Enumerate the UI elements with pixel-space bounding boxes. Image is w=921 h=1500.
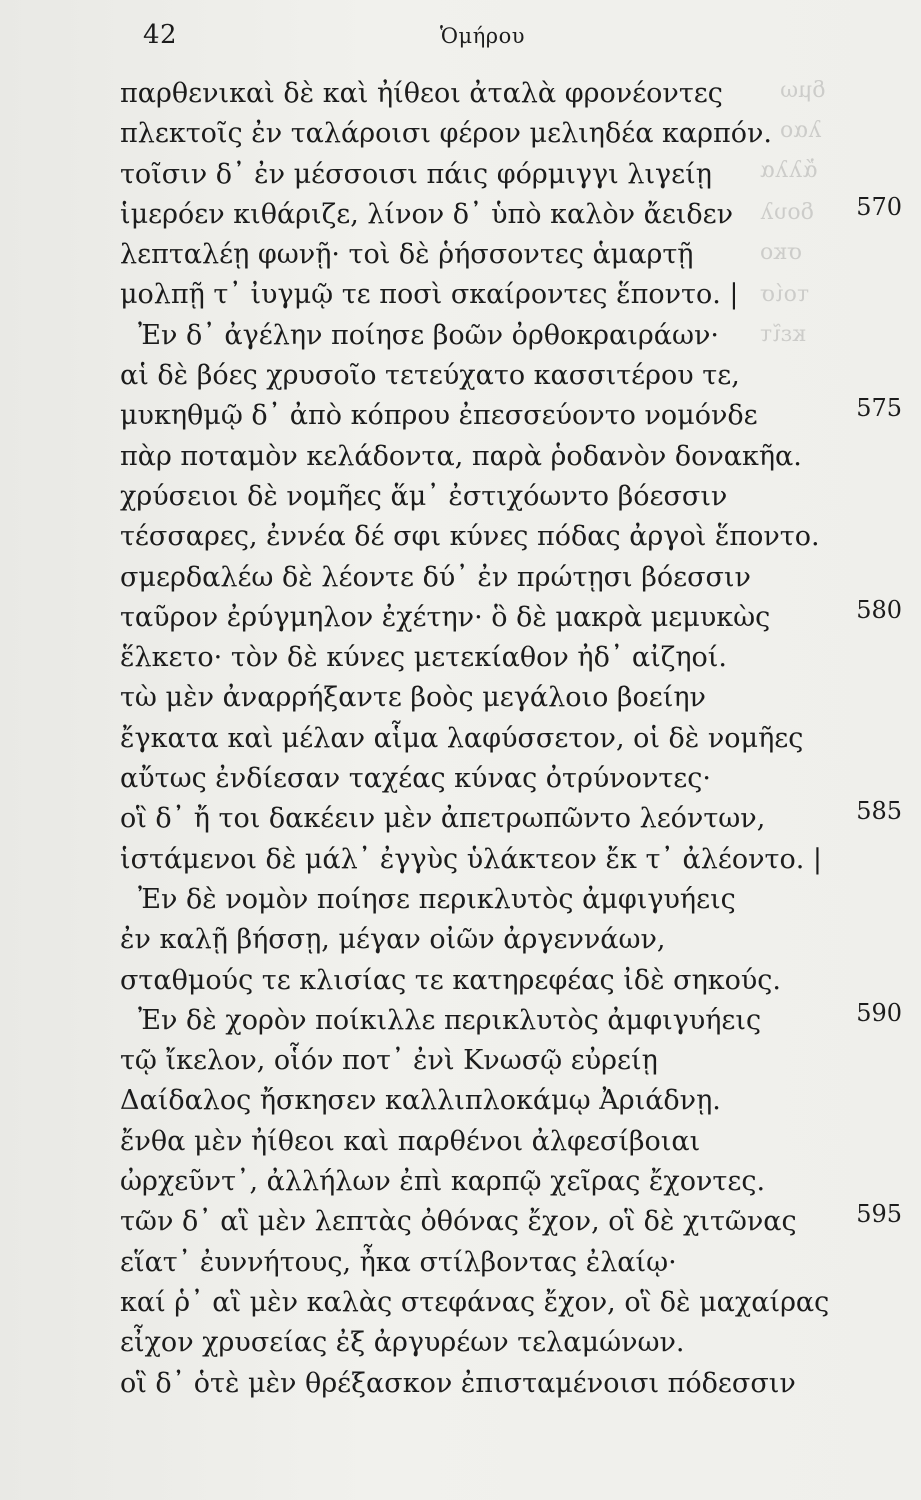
line-number: 580 xyxy=(856,595,902,624)
verse-text: οἳ δ᾽ ἤ τοι δακέειν μὲν ἀπετρωπῶντο λεόντων, xyxy=(120,803,766,835)
verse-text: πὰρ ποταμὸν κελάδοντα, παρὰ ῥοδανὸν δονακῆα. xyxy=(120,440,802,472)
verse-text: οἳ δ᾽ ὁτὲ μὲν θρέξασκον ἐπισταμένοισι πόδεσσιν xyxy=(120,1367,796,1399)
verse-line xyxy=(120,1202,910,1242)
verse-text: σμερδαλέω δὲ λέοντε δύ᾽ ἐν πρώτῃσι βόεσσιν xyxy=(120,561,751,593)
verse-line xyxy=(120,356,910,396)
verse-text: σταθμούς τε κλισίας τε κατηρεφέας ἰδὲ σηκούς. xyxy=(120,964,781,996)
page-header xyxy=(0,18,921,54)
running-head: Ὁμήρου xyxy=(440,24,526,48)
verse-line xyxy=(120,759,910,799)
verse-line xyxy=(120,638,910,678)
verse-line xyxy=(120,558,910,598)
verse-line xyxy=(120,155,910,195)
verse-text: Δαίδαλος ἤσκησεν καλλιπλοκάμῳ Ἀριάδνῃ. xyxy=(120,1085,721,1117)
verse-text: μολπῇ τ᾽ ἰυγμῷ τε ποσὶ σκαίροντες ἕποντο. | xyxy=(120,279,739,311)
verse-line xyxy=(120,920,910,960)
verse-line xyxy=(120,595,910,638)
verse-text: παρθενικαὶ δὲ καὶ ἠίθεοι ἀταλὰ φρονέοντες xyxy=(120,78,723,109)
verse-line xyxy=(120,719,910,759)
verse-line xyxy=(120,275,910,315)
verse-line xyxy=(120,799,910,839)
verse-line xyxy=(120,114,910,154)
verse-line xyxy=(120,396,910,436)
verse-text: χρύσειοι δὲ νομῆες ἅμ᾽ ἐστιχόωντο βόεσσιν xyxy=(120,480,728,512)
verse-text: τὼ μὲν ἀναρρήξαντε βοὸς μεγάλοιο βοείην xyxy=(120,682,706,714)
verse-line xyxy=(120,1283,910,1323)
verse-line xyxy=(120,1162,910,1202)
verse-text: αὔτως ἐνδίεσαν ταχέας κύνας ὀτρύνοντες· xyxy=(120,763,711,795)
line-number: 590 xyxy=(856,998,902,1027)
verse-text: ταῦρον ἐρύγμηλον ἐχέτην· ὃ δὲ μακρὰ μεμυκὼς xyxy=(120,601,771,633)
verse-line xyxy=(120,1323,910,1363)
verse-line xyxy=(120,1122,910,1162)
verse-line xyxy=(120,1081,910,1121)
page-number: 42 xyxy=(143,20,178,50)
verse-text: ἕλκετο· τὸν δὲ κύνες μετεκίαθον ἠδ᾽ αἰζηοί. xyxy=(120,642,727,674)
verse-line xyxy=(120,477,910,517)
verse-text: ἔγκατα καὶ μέλαν αἷμα λαφύσσετον, οἱ δὲ νομῆες xyxy=(120,722,804,754)
verse-line xyxy=(120,437,910,477)
verse-text: ὠρχεῦντ᾽, ἀλλήλων ἐπὶ καρπῷ χεῖρας ἔχοντες. xyxy=(120,1166,766,1198)
verse-text: ἔνθα μὲν ἠίθεοι καὶ παρθένοι ἀλφεσίβοιαι xyxy=(120,1125,701,1157)
verse-text: αἱ δὲ βόες χρυσοῖο τετεύχατο κασσιτέρου τε, xyxy=(120,360,740,392)
verse-text: εἵατ᾽ ἐυννήτους, ἦκα στίλβοντας ἐλαίῳ· xyxy=(120,1246,677,1278)
show-through-text: δμω λαο ἄλλα δουλ σκο τοίσ κεῖτ xyxy=(760,78,826,347)
verse-line xyxy=(120,1041,910,1081)
line-number: 585 xyxy=(856,797,902,826)
verse-text: Ἐν δὲ νομὸν ποίησε περικλυτὸς ἀμφιγυήεις xyxy=(138,883,736,915)
verse-line xyxy=(120,235,910,275)
verse-line xyxy=(120,316,910,356)
verse-text: Ἐν δὲ χορὸν ποίκιλλε περικλυτὸς ἀμφιγυήεις xyxy=(138,1004,762,1036)
verse-line xyxy=(120,998,910,1041)
verse-text: καί ῥ᾽ αἳ μὲν καλὰς στεφάνας ἔχον, οἳ δὲ μαχαίρας xyxy=(120,1286,830,1318)
verse-line xyxy=(120,961,910,1001)
verse-line xyxy=(120,678,910,718)
verse-text: τοῖσιν δ᾽ ἐν μέσσοισι πάις φόρμιγγι λιγείῃ xyxy=(120,158,712,190)
verse-text: εἶχον χρυσείας ἐξ ἀργυρέων τελαμώνων. xyxy=(120,1327,685,1359)
line-number: 575 xyxy=(856,394,902,423)
verse-text: τῷ ἴκελον, οἷόν ποτ᾽ ἐνὶ Κνωσῷ εὐρείῃ xyxy=(120,1045,658,1077)
verse-line xyxy=(120,1364,910,1404)
verse-line xyxy=(120,1243,910,1283)
verse-line xyxy=(120,192,910,235)
verse-text: μυκηθμῷ δ᾽ ἀπὸ κόπρου ἐπεσσεύοντο νομόνδε xyxy=(120,400,758,432)
line-number: 595 xyxy=(856,1200,902,1229)
verse-text: τῶν δ᾽ αἳ μὲν λεπτὰς ὀθόνας ἔχον, οἳ δὲ χιτῶνας xyxy=(120,1206,797,1238)
verse-line xyxy=(120,517,910,557)
verse-text: λεπταλέῃ φωνῇ· τοὶ δὲ ῥήσσοντες ἁμαρτῇ xyxy=(120,239,694,271)
verse-block xyxy=(120,74,910,1404)
verse-line xyxy=(120,840,910,880)
verse-text: πλεκτοῖς ἐν ταλάροισι φέρον μελιηδέα καρπόν. xyxy=(120,118,772,150)
line-number: 570 xyxy=(856,192,902,221)
verse-text: ἱστάμενοι δὲ μάλ᾽ ἐγγὺς ὑλάκτεον ἔκ τ᾽ ἀλέοντο. | xyxy=(120,843,822,875)
verse-text: τέσσαρες, ἐννέα δέ σφι κύνες πόδας ἀργοὶ ἕποντο. xyxy=(120,521,820,553)
verse-text: ἱμερόεν κιθάριζε, λίνον δ᾽ ὑπὸ καλὸν ἄειδεν xyxy=(120,198,734,230)
verse-text: Ἐν δ᾽ ἀγέλην ποίησε βοῶν ὀρθοκραιράων· xyxy=(138,319,719,351)
verse-line xyxy=(120,880,910,920)
verse-line xyxy=(120,74,910,114)
verse-text: ἐν καλῇ βήσσῃ, μέγαν οἰῶν ἀργεννάων, xyxy=(120,924,666,956)
